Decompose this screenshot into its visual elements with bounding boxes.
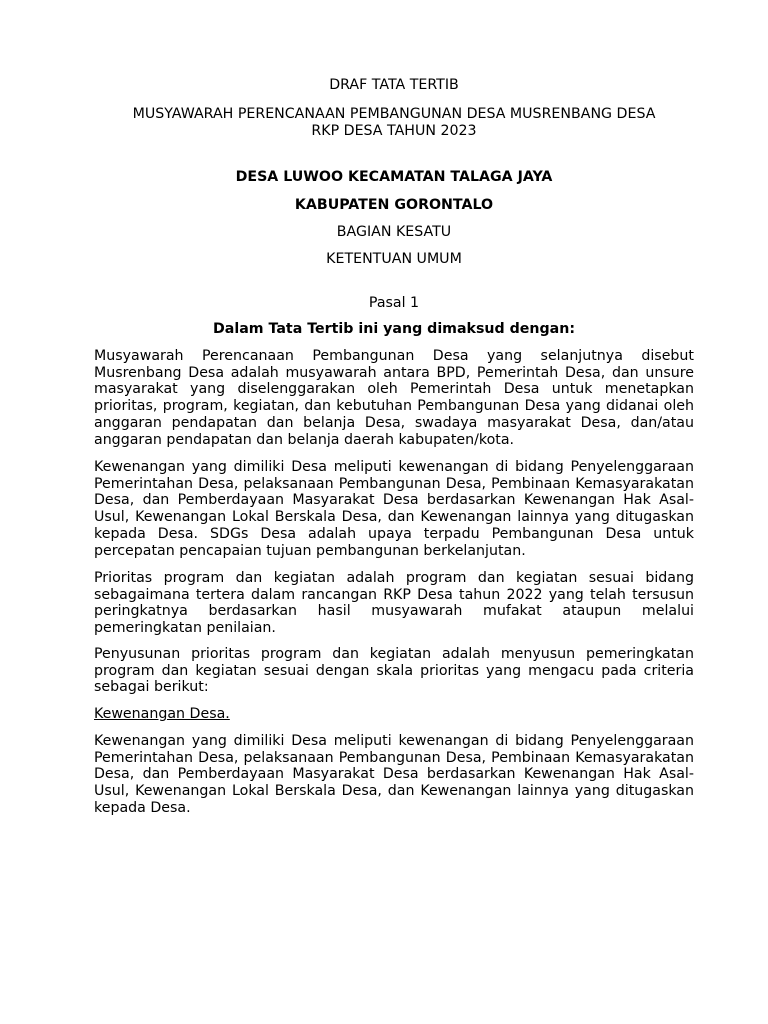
document-title: DRAF TATA TERTIB xyxy=(329,77,459,93)
document-subtitle-line-1: MUSYAWARAH PERENCANAAN PEMBANGUNAN DESA MUSRENBANG DESA xyxy=(132,106,656,122)
part-heading: BAGIAN KESATU xyxy=(336,224,452,240)
article-number: Pasal 1 xyxy=(368,295,420,311)
part-title: KETENTUAN UMUM xyxy=(326,251,462,267)
regency-heading: KABUPATEN GORONTALO xyxy=(294,197,494,213)
paragraph-village-authority: Kewenangan yang dimiliki Desa meliputi kewenangan di bidang Penyelenggaraan Pemerintahan Desa, pelaksanaan Pembangunan Desa, Pembinaan Kemasyarakatan Desa, dan Pemberdayaan Masyarakat Desa berdasarkan Kewenangan Hak Asal-Usul, Kewenangan Lokal Berskala Desa, dan Kewenangan lainnya yang ditugaskan kepada Desa. SDGs Desa adalah upaya terpadu Pembangunan Desa untuk percepatan pencapaian tujuan pembangunan berkelanjutan. xyxy=(94,459,694,559)
paragraph-priority-program: Prioritas program dan kegiatan adalah program dan kegiatan sesuai bidang sebagaimana tertera dalam rancangan RKP Desa tahun 2022 yang telah tersusun peringkatnya berdasarkan hasil musyawarah mufakat ataupun melalui pemeringkatan penilaian. xyxy=(94,570,694,637)
paragraph-musrenbang-definition: Musyawarah Perencanaan Pembangunan Desa yang selanjutnya disebut Musrenbang Desa adalah musyawarah antara BPD, Pemerintah Desa, dan unsure masyarakat yang diselenggarakan oleh Pemerintah Desa untuk menetapkan prioritas, program, kegiatan, dan kebutuhan Pembangunan Desa yang didanai oleh anggaran pendapatan dan belanja Desa, swadaya masyarakat Desa, dan/atau anggaran pendapatan dan belanja daerah kabupaten/kota. xyxy=(94,348,694,448)
paragraph-village-authority-repeat: Kewenangan yang dimiliki Desa meliputi kewenangan di bidang Penyelenggaraan Pemerintahan Desa, pelaksanaan Pembangunan Desa, Pembinaan Kemasyarakatan Desa, dan Pemberdayaan Masyarakat Desa berdasarkan Kewenangan Hak Asal-Usul, Kewenangan Lokal Berskala Desa, dan Kewenangan lainnya yang ditugaskan kepada Desa. xyxy=(94,733,694,816)
article-intro: Dalam Tata Tertib ini yang dimaksud dengan: xyxy=(213,321,575,337)
document-subtitle-line-2: RKP DESA TAHUN 2023 xyxy=(311,123,477,139)
subheading-village-authority: Kewenangan Desa. xyxy=(94,706,230,722)
paragraph-priority-arrangement: Penyusunan prioritas program dan kegiatan adalah menyusun pemeringkatan program dan kegiatan sesuai dengan skala prioritas yang mengacu pada criteria sebagai berikut: xyxy=(94,646,694,696)
village-heading: DESA LUWOO KECAMATAN TALAGA JAYA xyxy=(235,169,553,185)
